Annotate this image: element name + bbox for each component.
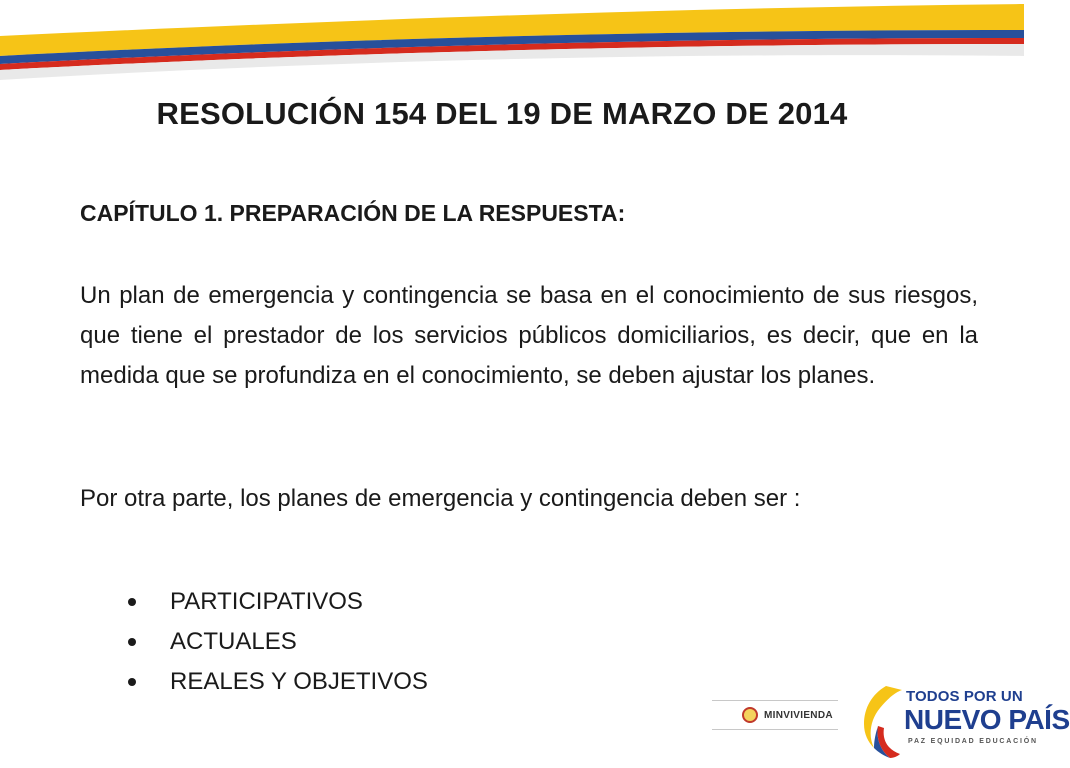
coat-of-arms-icon: [742, 707, 758, 723]
list-item: [124, 622, 428, 662]
campaign-line1: TODOS POR UN: [906, 688, 1023, 705]
paragraph-intro: Un plan de emergencia y contingencia se basa en el conocimiento de sus riesgos, que tiene el prestador de los servicios públicos domiciliarios, es decir, que en la medida que se profundiza en el conocimiento, se deben ajustar los planes.: [80, 282, 978, 389]
list-item-label: REALES Y OBJETIVOS: [170, 668, 428, 695]
flag-banner: [0, 0, 1024, 80]
bullet-list: [124, 582, 428, 702]
bullet-icon: [128, 638, 136, 646]
list-item-label: ACTUALES: [170, 628, 297, 655]
chapter-heading: CAPÍTULO 1. PREPARACIÓN DE LA RESPUESTA:: [80, 200, 626, 226]
slide-title: RESOLUCIÓN 154 DEL 19 DE MARZO DE 2014: [156, 96, 848, 131]
bullet-icon: [128, 678, 136, 686]
campaign-line3: PAZ EQUIDAD EDUCACIÓN: [908, 738, 1038, 745]
paragraph-requirements: Por otra parte, los planes de emergencia y contingencia deben ser :: [80, 485, 801, 512]
bullet-icon: [128, 598, 136, 606]
colombia-flag-swoosh-icon: [856, 680, 906, 760]
list-item: [124, 582, 428, 622]
campaign-logo: [856, 680, 1070, 760]
list-item: [124, 662, 428, 702]
campaign-line2: NUEVO PAÍS: [904, 704, 1070, 735]
list-item-label: PARTICIPATIVOS: [170, 588, 363, 615]
minvivienda-label: MINVIVIENDA: [764, 709, 833, 721]
minvivienda-logo: [712, 700, 838, 730]
